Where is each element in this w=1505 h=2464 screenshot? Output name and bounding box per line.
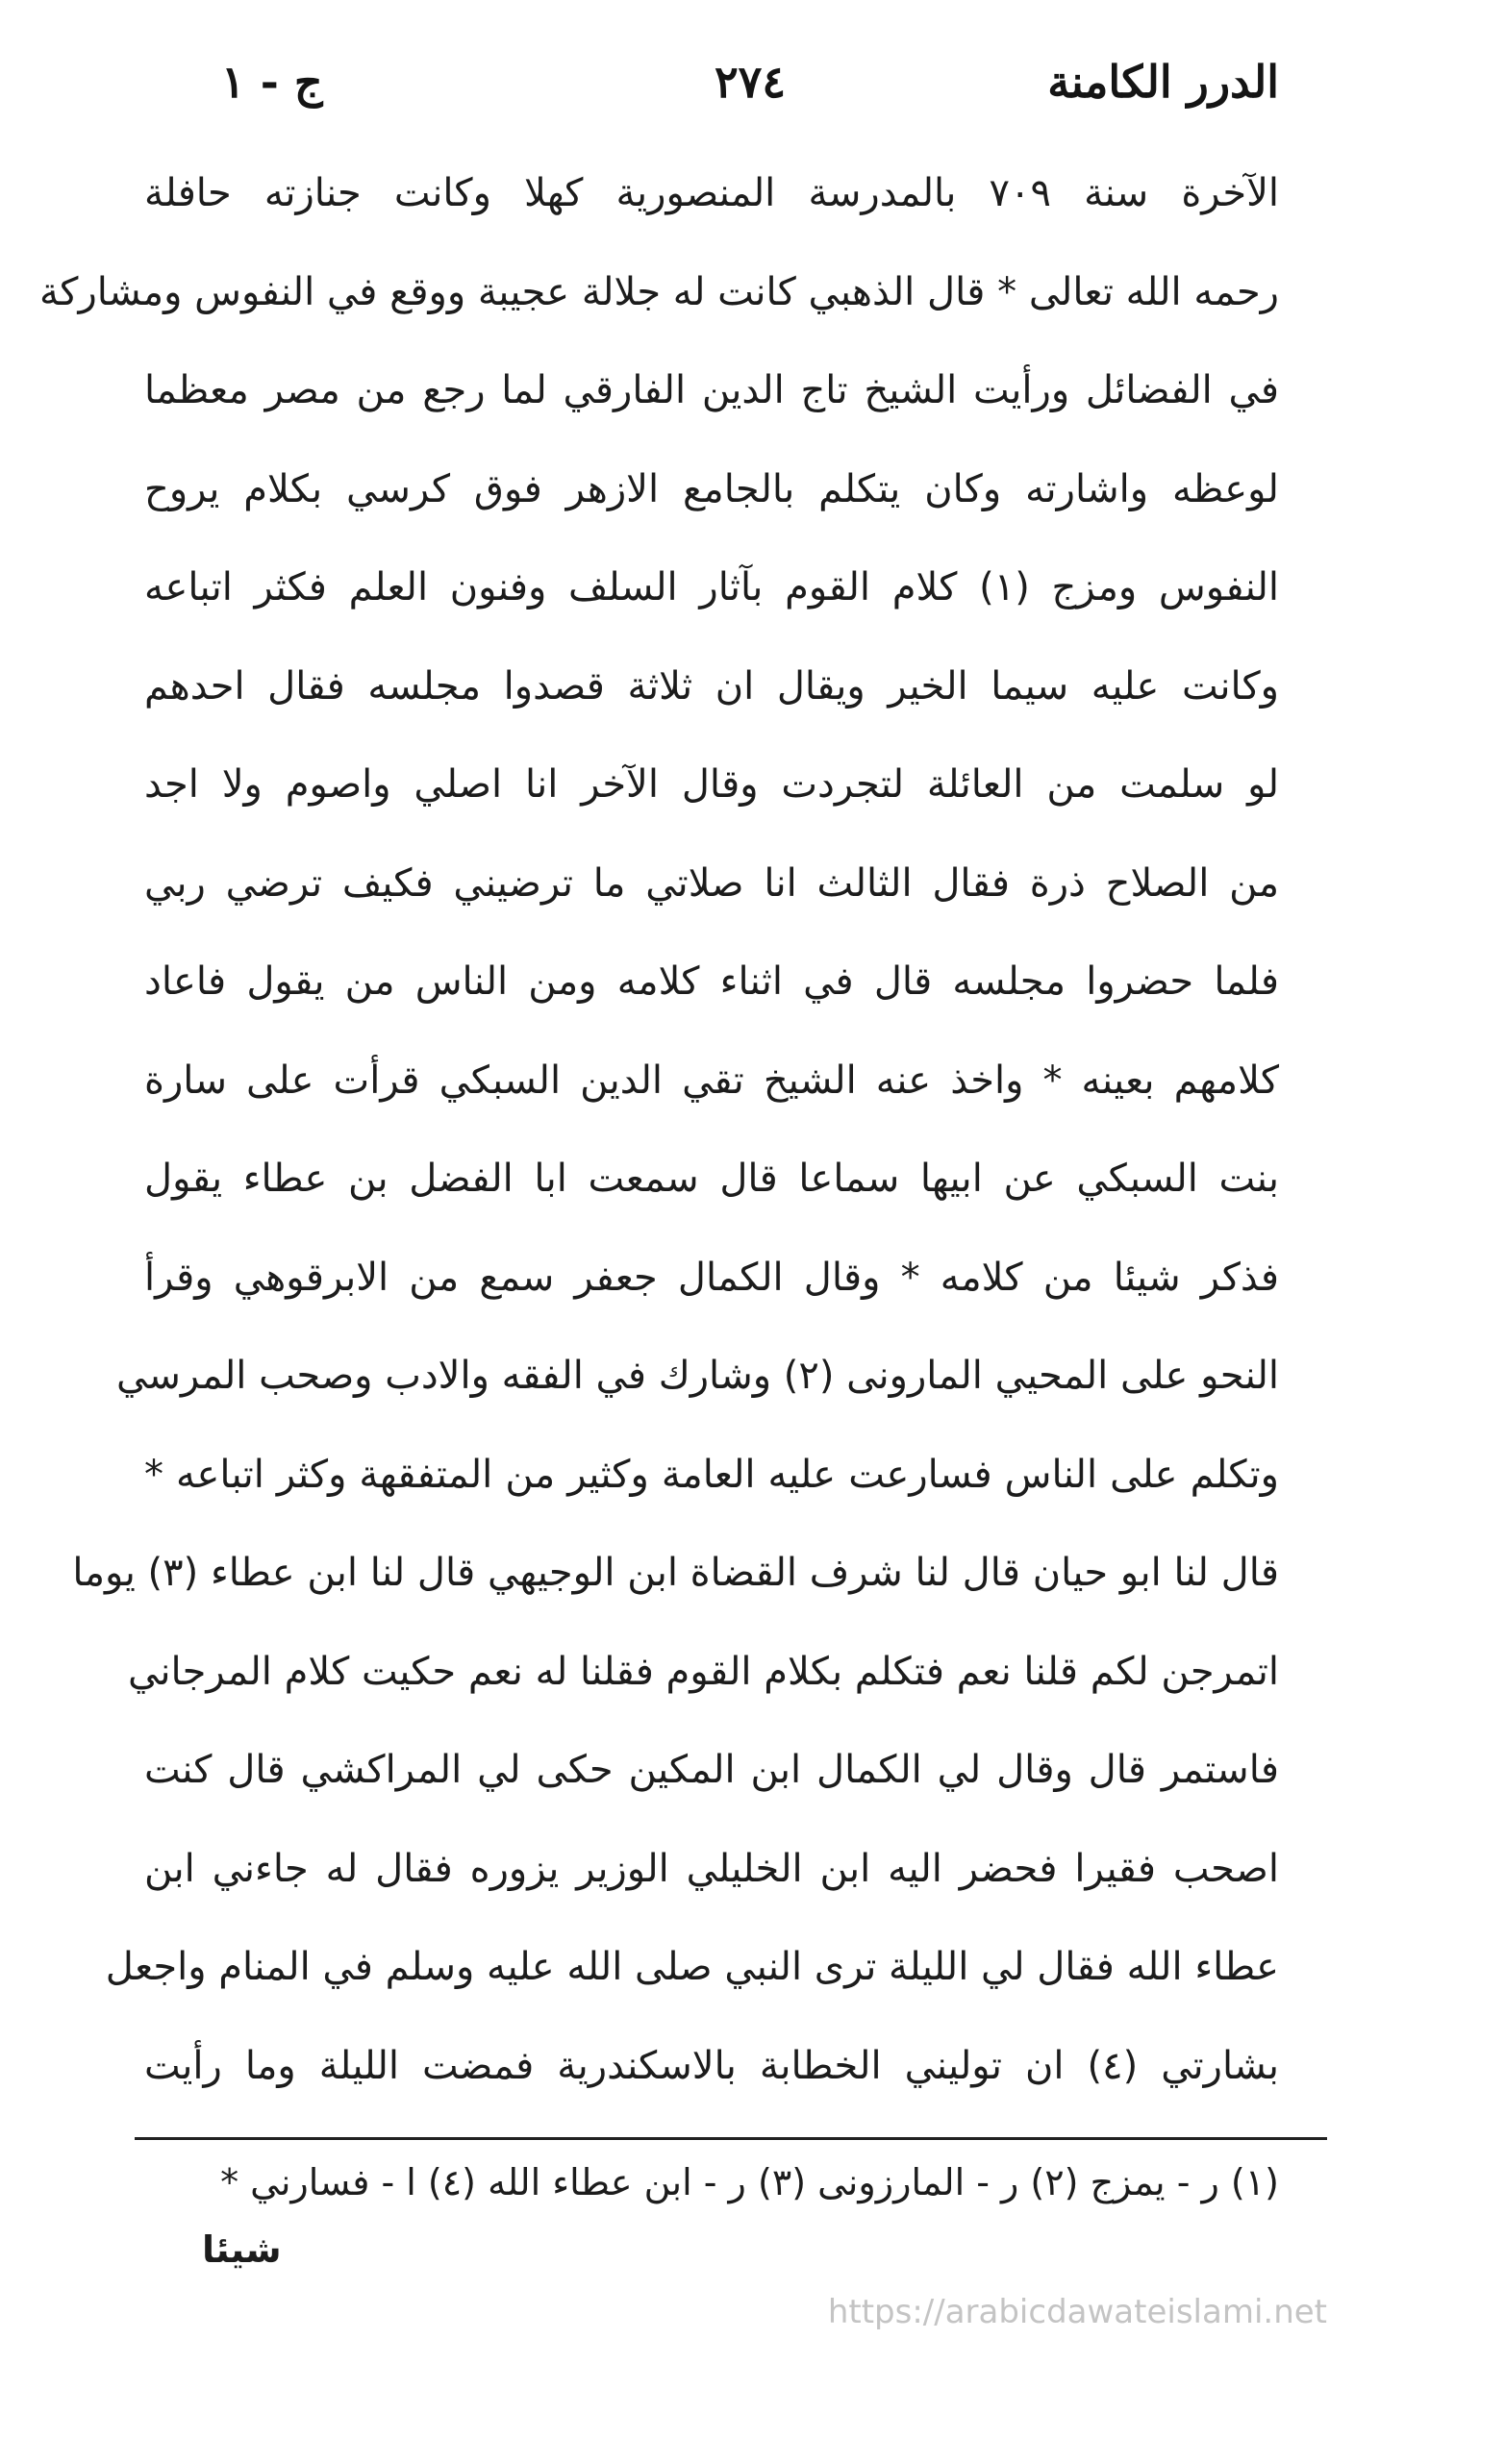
text-line: وتكلم على الناس فسارعت عليه العامة وكثير من المتفقهة وكثر اتباعه * <box>144 1452 1279 1497</box>
volume-label: ج - ١ <box>221 56 323 108</box>
text-line: فاستمر قال وقال لي الكمال ابن المكين حكى لي المراكشي قال كنت <box>144 1748 1279 1792</box>
text-line: اصحب فقيرا فحضر اليه ابن الخليلي الوزير يزوره فقال له جاءني ابن <box>144 1846 1279 1891</box>
running-header <box>221 56 1279 133</box>
text-line: رحمه الله تعالى * قال الذهبي كانت له جلالة عجيبة ووقع في النفوس ومشاركة <box>38 269 1279 314</box>
text-line: من الصلاح ذرة فقال الثالث انا صلاتي ما ترضيني فكيف ترضي ربي <box>144 860 1279 906</box>
text-line: النفوس ومزج (١) كلام القوم بآثار السلف وفنون العلم فكثر اتباعه <box>144 565 1280 610</box>
text-line: اتمرجن لكم قلنا نعم فتكلم بكلام القوم فقلنا له نعم حكيت كلام المرجاني <box>128 1649 1279 1694</box>
text-line: الآخرة سنة ٧٠٩ بالمدرسة المنصورية كهلا وكانت جنازته حافلة <box>144 171 1279 215</box>
footnote-line: (١) ر - يمزج (٢) ر - المارزونى (٣) ر - ابن عطاء الله (٤) ا - فسارني * <box>220 2161 1279 2203</box>
text-line: في الفضائل ورأيت الشيخ تاج الدين الفارقي لما رجع من مصر معظما <box>144 368 1279 412</box>
footnotes <box>144 2149 1279 2283</box>
text-line: كلامهم بعينه * واخذ عنه الشيخ تقي الدين السبكي قرأت على سارة <box>144 1058 1279 1103</box>
text-line: عطاء الله فقال لي الليلة ترى النبي صلى الله عليه وسلم في المنام واجعل <box>105 1945 1279 1989</box>
text-line: بنت السبكي عن ابيها سماعا قال سمعت ابا الفضل بن عطاء يقول <box>144 1157 1279 1201</box>
book-title: الدرر الكامنة <box>1047 56 1279 108</box>
text-line: فلما حضروا مجلسه قال في اثناء كلامه ومن الناس من يقول فاعاد <box>144 959 1279 1004</box>
page-number: ٢٧٤ <box>714 56 787 108</box>
text-line: وكانت عليه سيما الخير ويقال ان ثلاثة قصدوا مجلسه فقال احدهم <box>144 663 1279 709</box>
footnote-continuation: شيئا <box>202 2228 282 2271</box>
text-line: لوعظه واشارته وكان يتكلم بالجامع الازهر فوق كرسي بكلام يروح <box>144 466 1279 511</box>
footnote-divider <box>135 2137 1327 2140</box>
text-line: فذكر شيئا من كلامه * وقال الكمال جعفر سمع من الابرقوهي وقرأ <box>144 1255 1279 1300</box>
text-line: قال لنا ابو حيان قال لنا شرف القضاة ابن الوجيهي قال لنا ابن عطاء (٣) يوما <box>72 1551 1279 1595</box>
text-line: النحو على المحيي المارونى (٢) وشارك في الفقه والادب وصحب المرسي <box>116 1354 1279 1398</box>
watermark-url: https://arabicdawateislami.net <box>827 2293 1327 2331</box>
text-line: لو سلمت من العائلة لتجردت وقال الآخر انا اصلي واصوم ولا اجد <box>144 762 1279 807</box>
text-line: بشارتي (٤) ان توليني الخطابة بالاسكندرية فمضت الليلة وما رأيت <box>144 2043 1279 2088</box>
body-text <box>38 144 1280 2115</box>
